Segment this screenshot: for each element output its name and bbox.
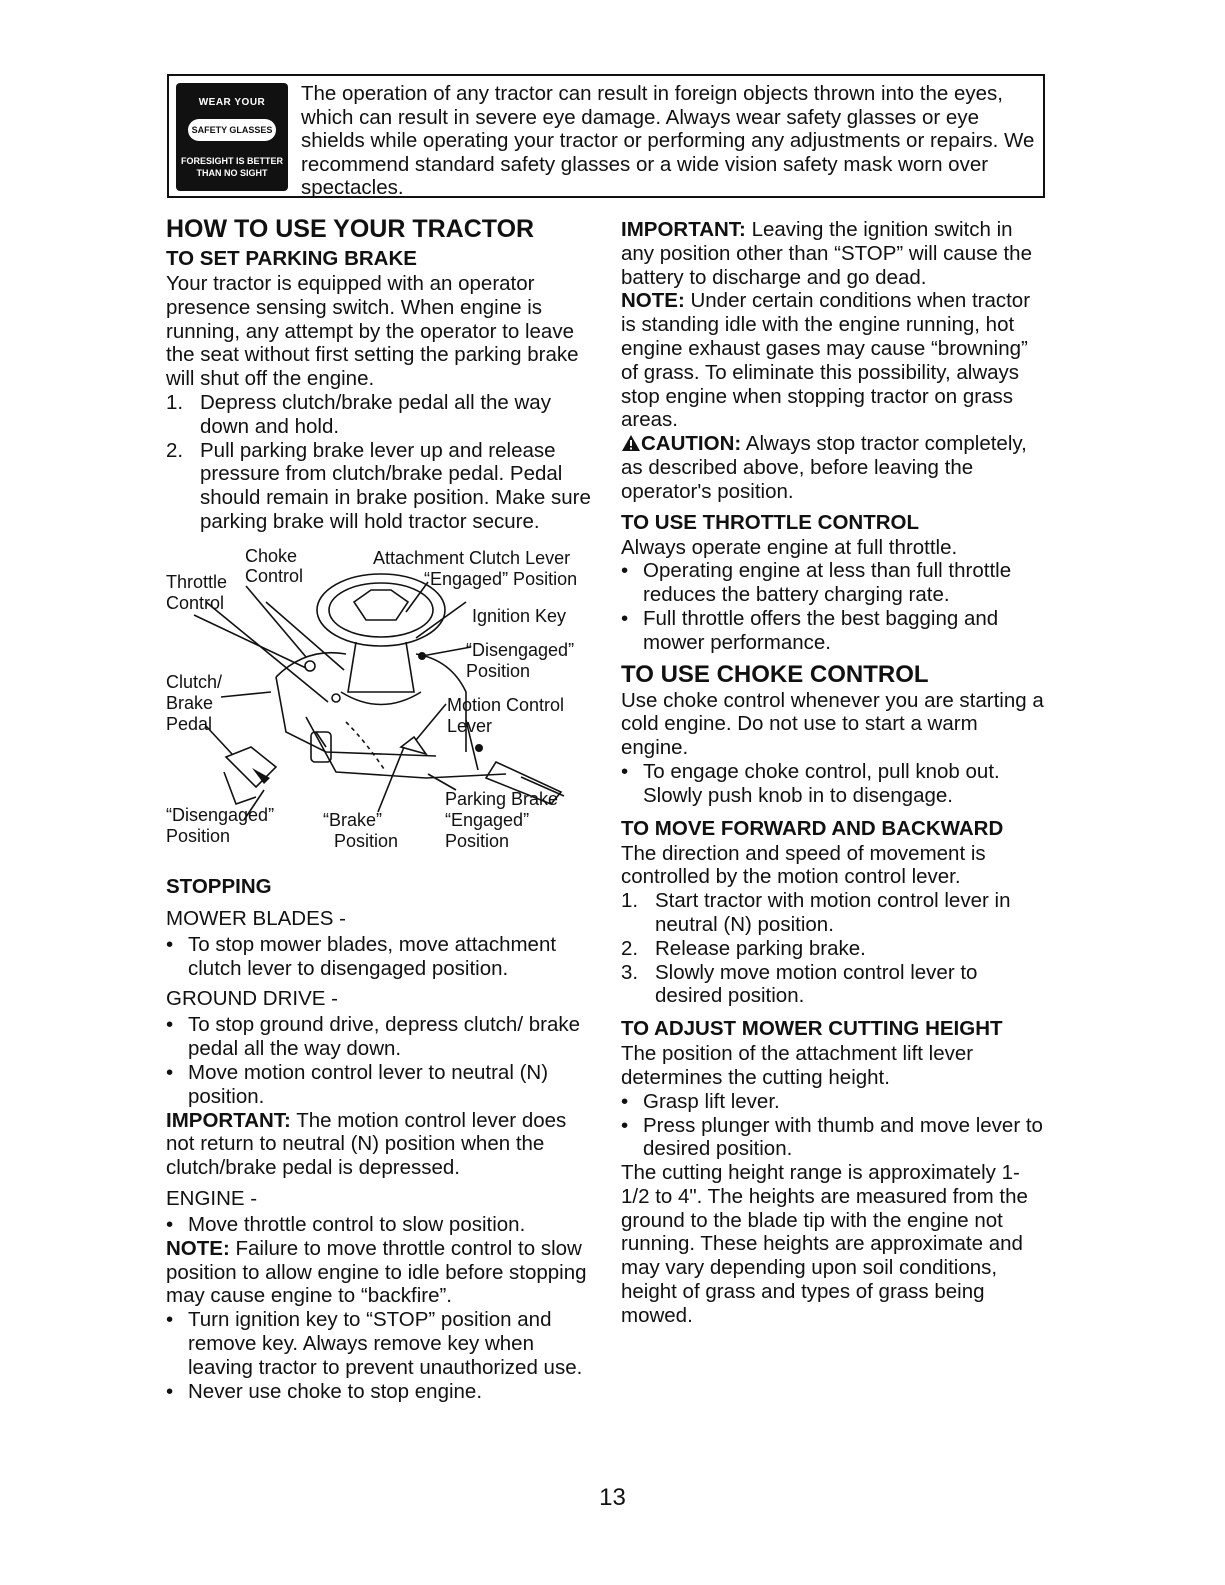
badge-line-1: WEAR YOUR [198,97,266,108]
step-number: 2. [166,438,184,462]
move-step-1 [621,889,1046,937]
step-text: Slowly move motion control lever to desired position. [655,960,978,1008]
badge-line-3b: THAN NO SIGHT [196,168,268,178]
bullet-text: To engage choke control, pull knob out. Slowly push knob in to disengage. [643,759,1000,807]
section-title: HOW TO USE YOUR TRACTOR [166,215,535,243]
label-pedal: Pedal [166,713,213,734]
label-brake-position: Position [334,830,399,851]
bullet-text: Never use choke to stop engine. [188,1379,483,1403]
important-note-left [166,1109,596,1180]
label-pedal-disengaged: “Disengaged” [166,804,275,825]
tractor-controls-diagram [166,542,596,868]
engine-bullet-3: • Never use choke to stop engine. [166,1379,483,1403]
move-step-2 [621,937,1046,961]
badge-line-3 [176,155,288,179]
label-throttle: Throttle [166,571,228,592]
note-text: Failure to move throttle control to slow position to allow engine to idle before stopping may cause engine to “backfire”. [166,1236,587,1308]
important-note-right [621,218,1046,289]
bullet-text: To stop ground drive, depress clutch/ brake pedal all the way down. [188,1013,580,1061]
ground-bullet-2: • Move motion control lever to neutral (N) position. [166,1061,596,1109]
cutting-height-intro: The position of the attachment lift lever determines the cutting height. [621,1042,974,1089]
caution-triangle-icon [621,434,641,452]
choke-bullet-1: • To engage choke control, pull knob out. Slowly push knob in to disengage. [621,760,1046,808]
throttle-heading: TO USE THROTTLE CONTROL [621,510,920,534]
important-text: Leaving the ignition switch in any position other than “STOP” will cause the battery to discharge and go dead. [621,218,1032,289]
label-clutch: Clutch/ [166,671,223,692]
label-brake-quoted: “Brake” [323,809,383,830]
parking-brake-heading: TO SET PARKING BRAKE [166,247,417,270]
throttle-bullet-2: • Full throttle offers the best bagging and mower performance. [621,607,1046,655]
throttle-bullet-1: • Operating engine at less than full throttle reduces the battery charging rate. [621,559,1046,607]
label-pb-position: Position [445,830,510,851]
safety-warning-box [167,74,1045,198]
mower-blades-subheading: MOWER BLADES - [166,906,346,930]
important-label: IMPORTANT: [621,218,746,241]
move-intro: The direction and speed of movement is controlled by the motion control lever. [621,841,986,889]
label-engaged-position: “Engaged” Position [424,568,578,589]
cutting-height-outro: The cutting height range is approximately 1-1/2 to 4". The heights are measured from the ground to the blade tip with the engine not running. These heights are approximate and may vary depending upon soil conditions, height of grass and types of grass being mowed. [621,1161,1028,1327]
label-pb-engaged: “Engaged” [445,809,530,830]
choke-heading: TO USE CHOKE CONTROL [621,660,929,688]
label-disengaged-position: Position [466,660,531,681]
label-motion-control: Motion Control [447,694,565,715]
engine-bullet-2: • Turn ignition key to “STOP” position and remove key. Always remove key when leaving tractor to prevent unauthorized use. [166,1308,596,1379]
badge-line-3a: FORESIGHT IS BETTER [180,156,283,166]
label-disengaged: “Disengaged” [466,639,575,660]
note-label: NOTE: [621,289,685,313]
bullet-text: Turn ignition key to “STOP” position and remove key. Always remove key when leaving tractor to prevent unauthorized use. [188,1308,583,1379]
right-column [621,214,1046,1328]
step-number: 1. [621,889,639,913]
warning-text: The operation of any tractor can result in foreign objects thrown into the eyes, which can result in severe eye damage. Always wear safety glasses or eye shields while operating your tractor or performing any adjustments or repairs. We recommend standard safety glasses or a wide vision safety mask worn over spectacles. [301,82,1035,199]
move-step-3 [621,961,1046,1009]
ground-bullet-1: • To stop ground drive, depress clutch/ brake pedal all the way down. [166,1013,596,1061]
step-number: 3. [621,960,639,984]
label-choke-control: Control [245,565,304,586]
note-right [621,289,1046,432]
ground-drive-subheading: GROUND DRIVE - [166,987,338,1011]
cutting-height-heading: TO ADJUST MOWER CUTTING HEIGHT [621,1017,1003,1041]
step-number: 1. [166,390,184,414]
bullet-text: Move motion control lever to neutral (N) position. [188,1060,549,1108]
engine-bullet-1: • Move throttle control to slow position. [166,1212,526,1236]
parking-brake-intro: Your tractor is equipped with an operator presence sensing switch. When engine is running, any attempt by the operator to leave the seat without first setting the parking brake will shut off the engine. [166,272,579,391]
important-label: IMPORTANT: [166,1108,291,1132]
bullet-text: Press plunger with thumb and move lever to desired position. [643,1113,1043,1161]
caution-note [621,432,1046,503]
note-text: Under certain conditions when tractor is standing idle with the engine running, hot engine exhaust gases may cause “browning” of grass. To eliminate this possibility, always stop engine when stopping tractor on grass areas. [621,289,1031,432]
badge-line-2: SAFETY GLASSES [188,119,276,141]
mower-bullet-1: • To stop mower blades, move attachment clutch lever to disengaged position. [166,933,596,981]
note-label: NOTE: [166,1236,230,1260]
engine-subheading: ENGINE - [166,1186,258,1210]
step-text: Start tractor with motion control lever in neutral (N) position. [655,889,1011,936]
label-ignition-key: Ignition Key [472,605,567,626]
label-lever: Lever [447,715,493,736]
safety-glasses-badge [176,83,288,191]
stopping-heading: STOPPING [166,874,272,898]
label-pedal-disengaged-position: Position [166,825,231,846]
step-text: Depress clutch/brake pedal all the way down and hold. [200,390,551,438]
parking-step-2 [166,439,596,534]
caution-label: CAUTION: [641,432,742,456]
step-number: 2. [621,936,639,960]
move-heading: TO MOVE FORWARD AND BACKWARD [621,816,1004,840]
bullet-text: Move throttle control to slow position. [188,1212,526,1236]
bullet-text: Operating engine at less than full throttle reduces the battery charging rate. [643,559,1012,607]
label-brake: Brake [166,692,214,713]
label-attachment-clutch-lever: Attachment Clutch Lever [373,547,571,568]
height-bullet-1: • Grasp lift lever. [621,1089,780,1113]
label-parking-brake: Parking Brake [445,788,559,809]
height-bullet-2: • Press plunger with thumb and move lever to desired position. [621,1114,1046,1162]
step-text: Pull parking brake lever up and release pressure from clutch/brake pedal. Pedal should remain in brake position. Make sure parking brake will hold tractor secure. [200,438,591,533]
parking-step-1 [166,391,596,439]
bullet-text: Grasp lift lever. [643,1089,780,1113]
page-number: 13 [599,1484,626,1511]
label-choke: Choke [245,545,298,566]
throttle-intro: Always operate engine at full throttle. [621,535,958,559]
choke-intro: Use choke control whenever you are starting a cold engine. Do not use to start a warm engine. [621,688,1044,760]
label-throttle-control: Control [166,592,225,613]
caution-text: Always stop tractor completely, as described above, before leaving the operator's position. [621,432,1027,503]
left-column [166,214,596,1403]
bullet-text: Full throttle offers the best bagging and mower performance. [643,606,999,654]
step-text: Release parking brake. [655,936,866,960]
important-text: The motion control lever does not return to neutral (N) position when the clutch/brake pedal is depressed. [166,1108,567,1180]
note-left [166,1237,596,1308]
bullet-text: To stop mower blades, move attachment clutch lever to disengaged position. [188,932,557,980]
